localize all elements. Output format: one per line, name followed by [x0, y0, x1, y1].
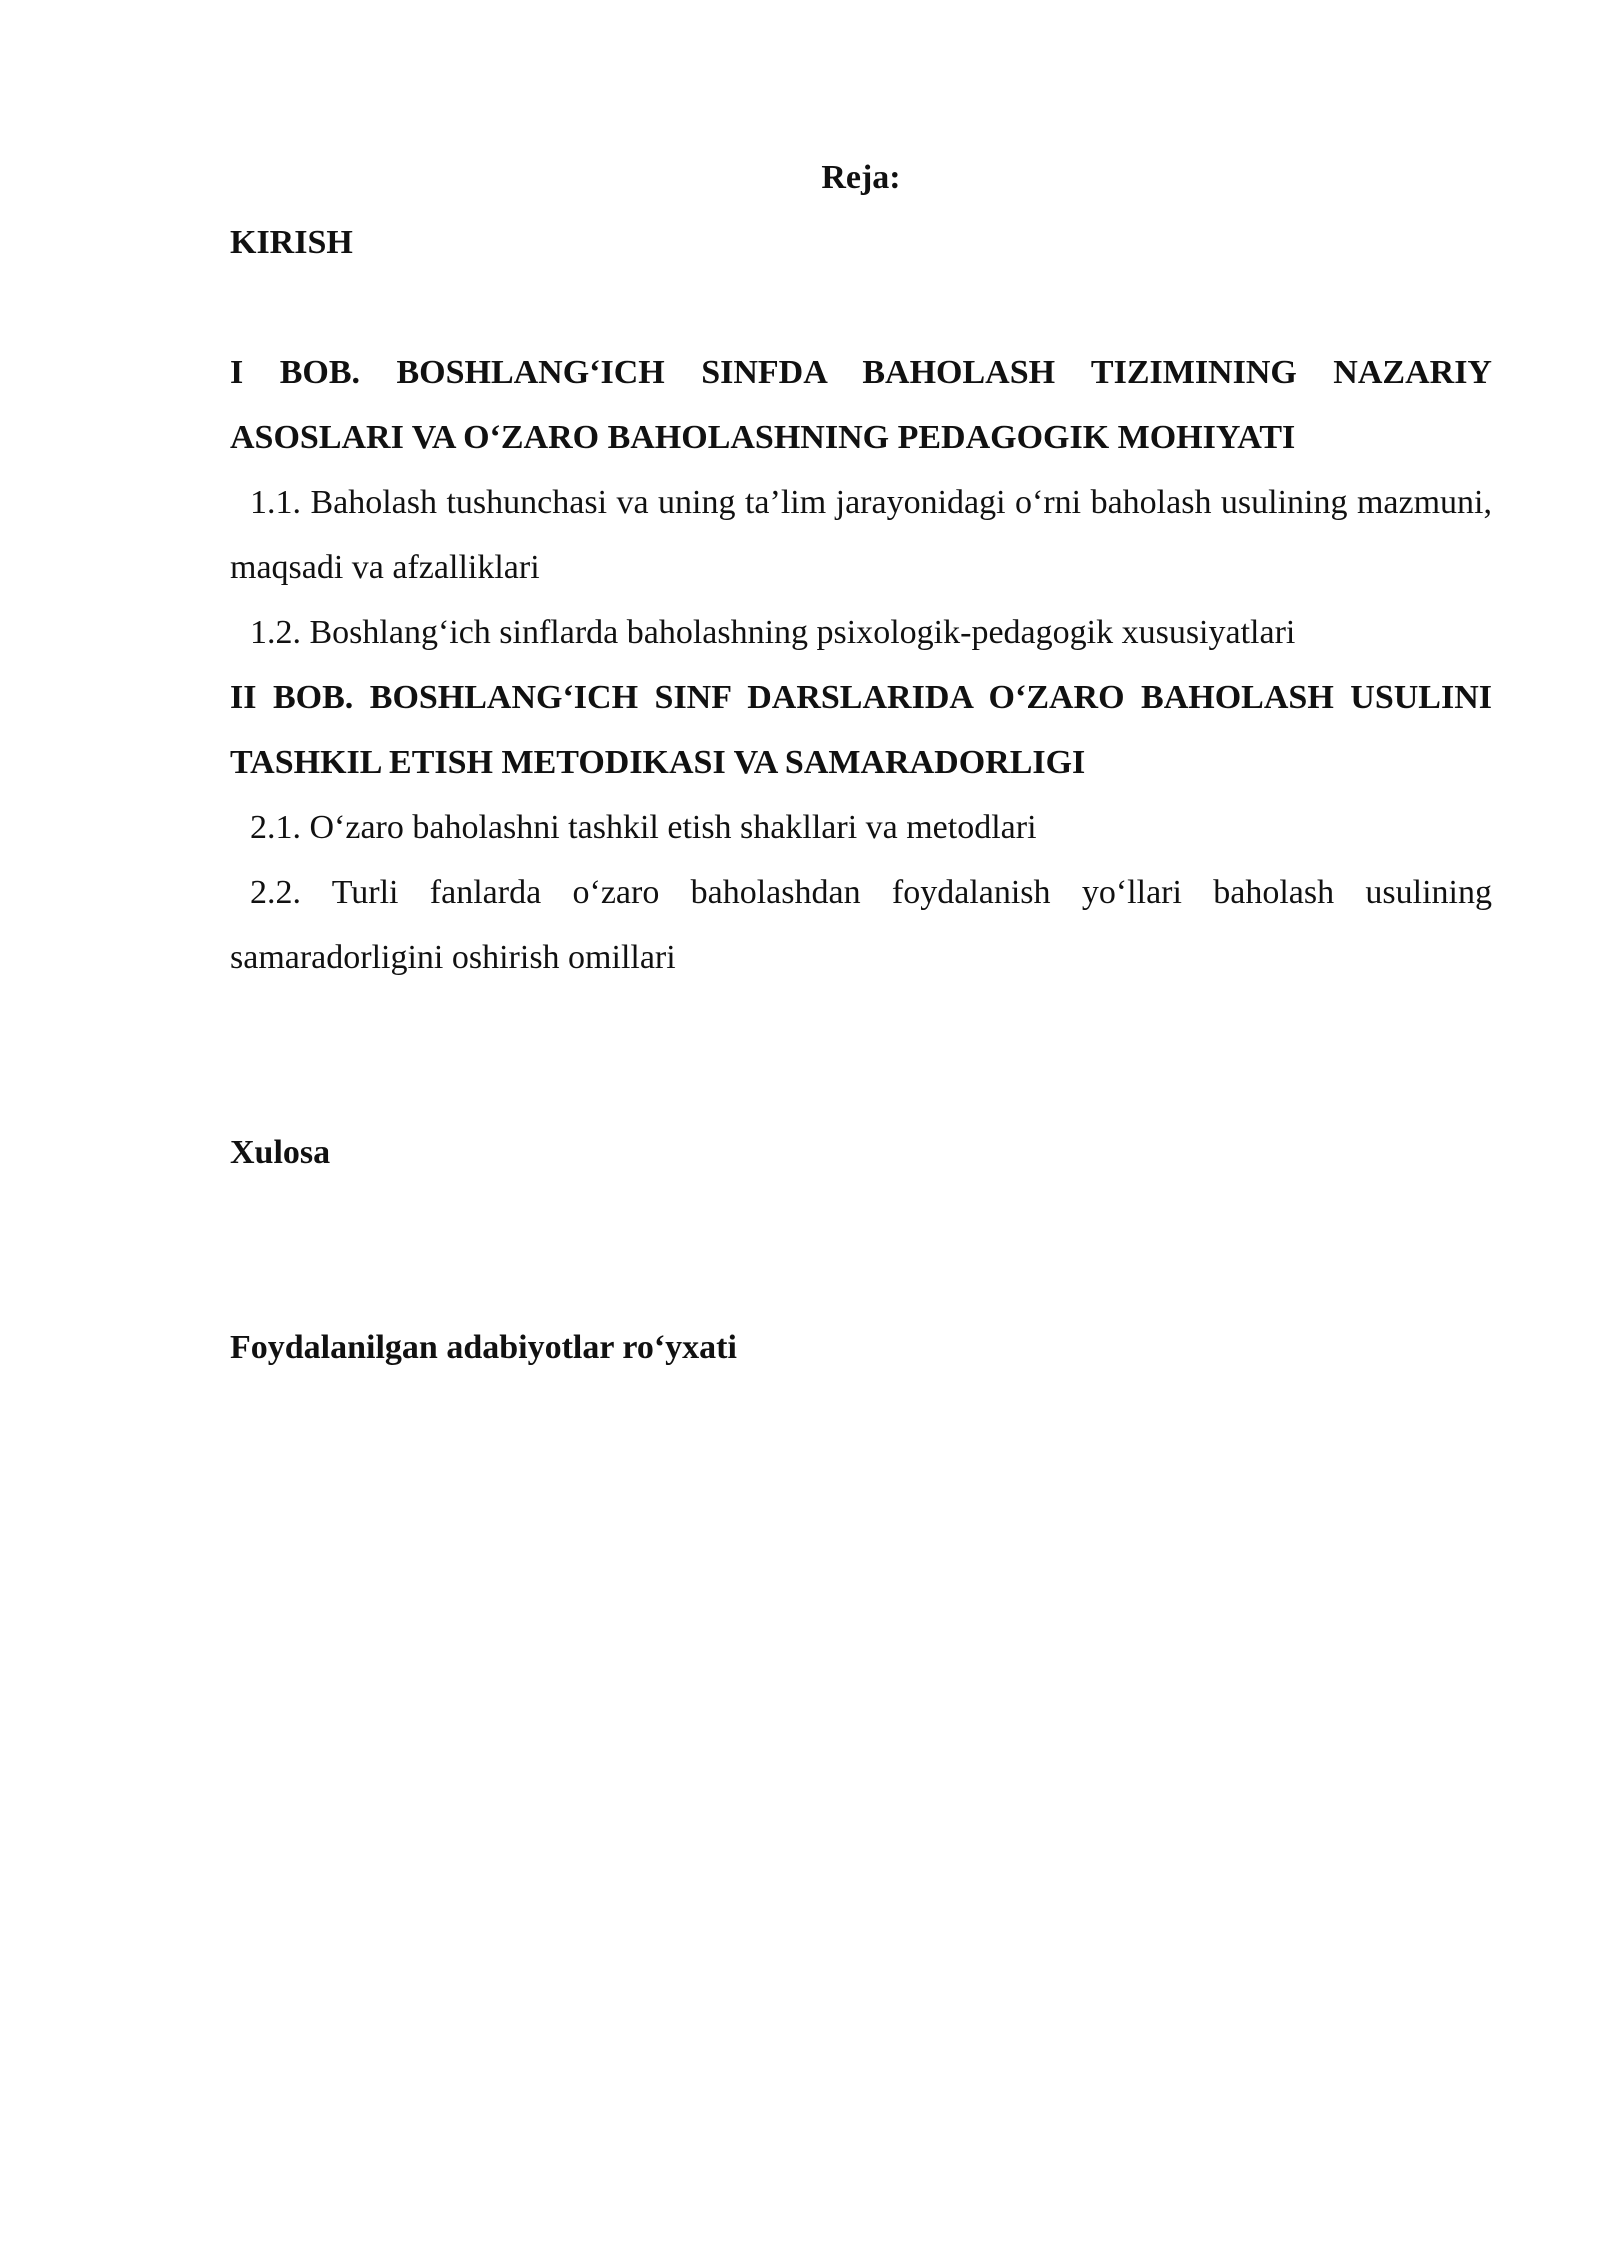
section-2-1: 2.1. O‘zaro baholashni tashkil etish shakllari va metodlari — [250, 809, 1037, 846]
spacer — [230, 990, 1492, 1120]
intro-heading: KIRISH — [230, 224, 353, 261]
section-2-2: 2.2. Turli fanlarda o‘zaro baholashdan foydalanish yo‘llari baholash usulining samaradorligini oshirish omillari — [230, 874, 1492, 976]
section-1-1: 1.1. Baholash tushunchasi va uning ta’lim jarayonidagi o‘rni baholash usulining mazmuni, maqsadi va afzalliklari — [230, 484, 1492, 586]
section-1-2: 1.2. Boshlang‘ich sinflarda baholashning psixologik-pedagogik xususiyatlari — [250, 614, 1296, 651]
references-heading: Foydalanilgan adabiyotlar ro‘yxati — [230, 1329, 737, 1366]
spacer — [230, 1185, 1492, 1315]
page-title: Reja: — [821, 159, 901, 196]
conclusion-heading: Xulosa — [230, 1134, 331, 1171]
chapter-1-heading: I BOB. BOSHLANG‘ICH SINFDA BAHOLASH TIZIMINING NAZARIY ASOSLARI VA O‘ZARO BAHOLASHNING PEDAGOGIK MOHIYATI — [230, 354, 1492, 456]
document-page — [230, 145, 1492, 1380]
chapter-2-heading: II BOB. BOSHLANG‘ICH SINF DARSLARIDA O‘ZARO BAHOLASH USULINI TASHKIL ETISH METODIKASI VA SAMARADORLIGI — [230, 679, 1492, 781]
spacer — [230, 275, 1492, 340]
